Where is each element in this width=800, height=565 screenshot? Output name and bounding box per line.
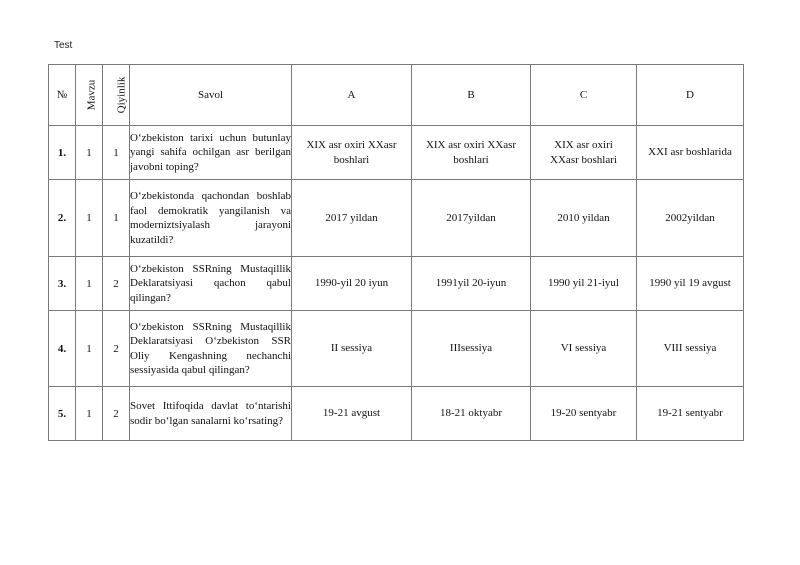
header-num: № — [49, 65, 76, 126]
qiyinlik-cell: 1 — [103, 180, 130, 257]
row-number: 1. — [49, 126, 76, 180]
question-cell: O‘zbekiston SSRning Mustaqillik Deklaratsiyasi qachon qabul qilingan? — [130, 257, 292, 311]
option-b-cell: 18-21 oktyabr — [412, 387, 531, 441]
qiyinlik-cell: 2 — [103, 257, 130, 311]
row-number: 2. — [49, 180, 76, 257]
mavzu-cell: 1 — [76, 257, 103, 311]
header-row — [49, 65, 744, 126]
option-c-cell: 1990 yil 21-iyul — [531, 257, 637, 311]
option-b-cell: 1991yil 20-iyun — [412, 257, 531, 311]
header-savol: Savol — [130, 65, 292, 126]
header-a: A — [292, 65, 412, 126]
header-c: C — [531, 65, 637, 126]
mavzu-cell: 1 — [76, 311, 103, 387]
qiyinlik-cell: 2 — [103, 311, 130, 387]
option-b-cell: IIIsessiya — [412, 311, 531, 387]
mavzu-cell: 1 — [76, 126, 103, 180]
option-c-cell: 2010 yildan — [531, 180, 637, 257]
option-d-cell: 19-21 sentyabr — [637, 387, 744, 441]
option-a-cell: 2017 yildan — [292, 180, 412, 257]
question-cell: O‘zbekiston tarixi uchun butunlay yangi sahifa ochilgan asr berilgan javobni toping? — [130, 126, 292, 180]
table-row — [49, 257, 744, 311]
mavzu-cell: 1 — [76, 180, 103, 257]
header-mavzu-label: Mavzu — [85, 79, 98, 111]
option-d-cell: 2002yildan — [637, 180, 744, 257]
option-c-cell: VI sessiya — [531, 311, 637, 387]
row-number: 5. — [49, 387, 76, 441]
option-d-cell: VIII sessiya — [637, 311, 744, 387]
header-qiyinlik — [103, 65, 130, 126]
header-d: D — [637, 65, 744, 126]
option-a-cell: XIX asr oxiri XXasr boshlari — [292, 126, 412, 180]
document-title: Test — [54, 40, 73, 51]
qiyinlik-cell: 2 — [103, 387, 130, 441]
row-number: 4. — [49, 311, 76, 387]
option-a-cell: II sessiya — [292, 311, 412, 387]
question-cell: O‘zbekistonda qachondan boshlab faol demokratik yangilanish va moderniztsiyalash jarayoni kuzatildi? — [130, 180, 292, 257]
qiyinlik-cell: 1 — [103, 126, 130, 180]
header-mavzu — [76, 65, 103, 126]
table-row — [49, 387, 744, 441]
option-a-cell: 19-21 avgust — [292, 387, 412, 441]
header-b: B — [412, 65, 531, 126]
table-row — [49, 180, 744, 257]
option-c-cell: XIX asr oxiri XXasr boshlari — [531, 126, 637, 180]
table-row — [49, 311, 744, 387]
table-row — [49, 126, 744, 180]
row-number: 3. — [49, 257, 76, 311]
option-b-cell: 2017yildan — [412, 180, 531, 257]
option-d-cell: 1990 yil 19 avgust — [637, 257, 744, 311]
option-c-cell: 19-20 sentyabr — [531, 387, 637, 441]
question-cell: Sovet Ittifoqida davlat to‘ntarishi sodir bo‘lgan sanalarni ko‘rsating? — [130, 387, 292, 441]
header-qiyinlik-label: Qiyinlik — [115, 76, 128, 114]
option-a-cell: 1990-yil 20 iyun — [292, 257, 412, 311]
option-b-cell: XIX asr oxiri XXasr boshlari — [412, 126, 531, 180]
option-d-cell: XXI asr boshlarida — [637, 126, 744, 180]
test-table — [48, 64, 744, 441]
mavzu-cell: 1 — [76, 387, 103, 441]
question-cell: O‘zbekiston SSRning Mustaqillik Deklaratsiyasi O‘zbekiston SSR Oliy Kengashning nechanchi sessiyasida qabul qilingan? — [130, 311, 292, 387]
